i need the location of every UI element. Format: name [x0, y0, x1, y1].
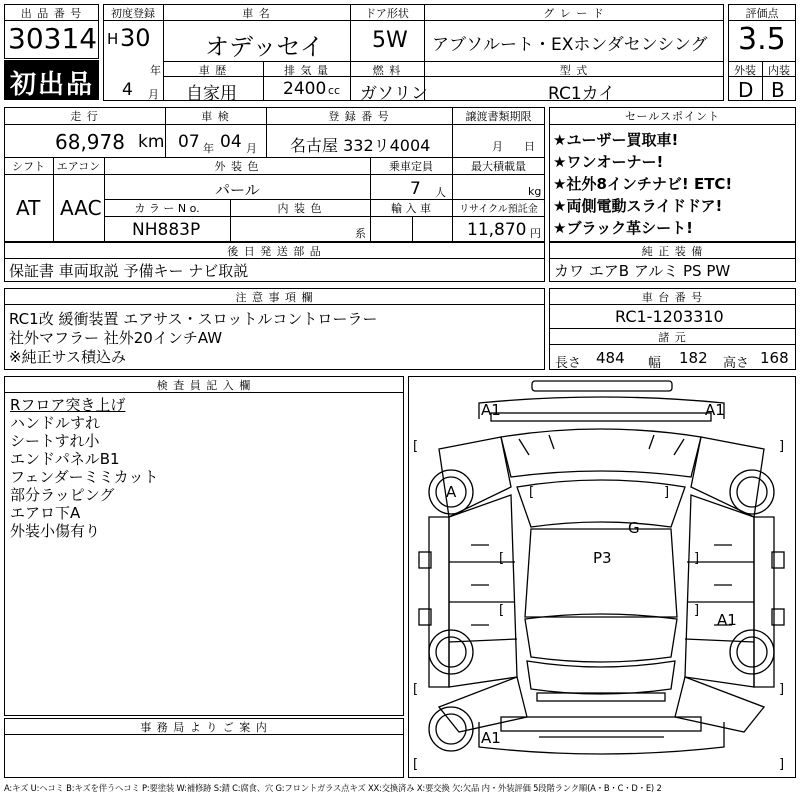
exterior-grade: D [738, 78, 754, 102]
note-line: RC1改 緩衝装置 エアサス・スロットルコントローラー [9, 310, 378, 328]
reg-year-unit: 年 [150, 64, 161, 77]
capacity-unit: 人 [435, 186, 446, 199]
selling-point: ★両側電動スライドドア! [553, 197, 723, 215]
inspection-month: 04 [220, 132, 242, 152]
reg-month-unit: 月 [148, 88, 159, 101]
selling-point: ★ユーザー買取車! [553, 131, 679, 149]
recycle-amount: 11,870 [467, 220, 527, 240]
lot-number-label: 出 品 番 号 [20, 7, 83, 20]
lot-number: 30314 [8, 22, 98, 55]
transfer-label: 譲渡書類期限 [465, 110, 532, 123]
color-no: NH883P [132, 220, 201, 240]
history: 自家用 [186, 84, 237, 104]
length: 484 [596, 349, 625, 367]
selling-points-label: セールスポイント [624, 110, 720, 123]
capacity: 7 [410, 179, 421, 199]
mark-a-left-tire: A [446, 483, 457, 501]
ext-color-label: 外 装 色 [214, 160, 260, 173]
interior-grade: B [771, 78, 785, 102]
bracket: [ [499, 551, 505, 566]
ext-color: パール [215, 181, 260, 199]
ac: AAC [60, 196, 102, 220]
chassis-number: RC1-1203310 [615, 307, 724, 326]
grade-label: グ レ ー ド [543, 7, 605, 20]
inspection-year-unit: 年 [203, 142, 214, 155]
car-name: オデッセイ [205, 33, 324, 61]
int-color-unit: 系 [355, 227, 366, 240]
height-label: 高さ [723, 356, 750, 371]
model: RC1カイ [548, 84, 616, 104]
bracket: [ [413, 439, 419, 454]
office-label: 事 務 局 よ り ご 案 内 [140, 721, 268, 734]
model-label: 型 式 [559, 64, 589, 77]
grade: アブソルート・EXホンダセンシング [432, 35, 708, 55]
genuine-equipment-label: 純 正 装 備 [641, 245, 704, 258]
bracket: [ [499, 603, 505, 618]
width: 182 [679, 349, 708, 367]
ac-label: エアコン [56, 160, 101, 173]
length-label: 長さ [555, 356, 582, 371]
first-listing-text: 初出品 [10, 70, 95, 100]
shift: AT [16, 196, 41, 220]
car-diagram [408, 376, 796, 778]
recycle-label: リサイクル預託金 [459, 204, 538, 215]
inspection-year: 07 [178, 132, 200, 152]
inspector-line: シートすれ小 [10, 432, 100, 450]
mark-a1-front-left: A1 [481, 401, 501, 419]
color-no-label: カ ラ ー N o. [134, 202, 200, 215]
bracket: [ [413, 682, 419, 697]
load-label: 最大積載量 [471, 160, 526, 173]
fuel-label: 燃 料 [372, 64, 402, 77]
mark-a1-front-right: A1 [705, 401, 725, 419]
selling-point: ★ワンオーナー! [553, 153, 664, 171]
displacement-label: 排 気 量 [284, 64, 329, 77]
inspector-line: エアロ下A [10, 504, 81, 522]
inspector-label: 検 査 員 記 入 欄 [156, 379, 252, 392]
bracket: [ [529, 485, 535, 500]
plate-label: 登 録 番 号 [328, 110, 390, 123]
mark-a1-rear-left: A1 [481, 729, 501, 747]
inspector-line: Rフロア突き上げ [10, 396, 126, 414]
specs-label: 諸 元 [658, 331, 687, 344]
car-outline [409, 377, 794, 776]
bracket: ] [664, 485, 670, 500]
height: 168 [760, 349, 789, 367]
selling-point: ★ブラック革シート! [553, 219, 693, 237]
bracket: ] [779, 682, 785, 697]
width-label: 幅 [648, 356, 662, 371]
bracket: ] [694, 551, 700, 566]
interior-label: 内装 [768, 64, 790, 77]
genuine-equipment: カワ エアB アルミ PS PW [554, 262, 731, 280]
inspection-month-unit: 月 [246, 142, 257, 155]
capacity-label: 乗車定員 [389, 160, 433, 173]
mark-p3-roof: P3 [593, 549, 612, 567]
note-line: ※純正サス積込み [9, 348, 126, 366]
plate: 名古屋 332リ4004 [290, 136, 431, 155]
load-unit: kg [528, 185, 542, 198]
inspector-line: ハンドルすれ [10, 414, 101, 432]
selling-point: ★社外8インチナビ! ETC! [553, 175, 733, 193]
mileage: 68,978 [55, 130, 125, 154]
door-label: ドア形状 [365, 7, 409, 20]
inspection-label: 車 検 [201, 110, 230, 123]
note-line: 社外マフラー 社外20インチAW [9, 329, 223, 347]
bracket: [ [413, 757, 419, 772]
transfer-month-unit: 月 [492, 140, 503, 153]
door-type: 5W [372, 28, 408, 53]
mark-a1-right-rear: A1 [717, 611, 737, 629]
chassis-label: 車 台 番 号 [641, 291, 704, 304]
score: 3.5 [738, 22, 786, 57]
inspector-line: 部分ラッピング [10, 486, 115, 504]
history-label: 車 歴 [198, 64, 228, 77]
legend: A:キズ U:ヘコミ B:キズを伴うヘコミ P:要塗装 W:補修跡 S:錆 C:腐食、穴 G:フロントガラス点キズ XX:交換済み X:要交換 欠:欠品 内・外装評価 5段階ランク順(A・B・C・D・E) 2 [4, 783, 662, 793]
bracket: ] [779, 757, 785, 772]
era: H [107, 30, 119, 48]
notes-label: 注 意 事 項 欄 [235, 291, 314, 304]
mileage-unit: km [138, 132, 165, 152]
fuel: ガソリン [360, 84, 428, 104]
first-reg-label: 初度登録 [111, 7, 155, 20]
inspector-line: エンドパネルB1 [10, 450, 120, 468]
mileage-label: 走 行 [70, 110, 99, 123]
car-name-label: 車 名 [242, 7, 271, 20]
inspector-line: 外装小傷有り [10, 522, 101, 540]
int-color-label: 内 装 色 [277, 202, 323, 215]
recycle-unit: 円 [530, 227, 541, 240]
displacement: 2400 [283, 79, 327, 99]
mark-g-roof: G [628, 519, 640, 537]
shift-label: シフト [12, 160, 45, 173]
import-label: 輸 入 車 [391, 202, 431, 215]
later-parts-label: 後 日 発 送 部 品 [227, 245, 322, 258]
reg-month: 4 [122, 80, 133, 100]
displacement-unit: cc [328, 84, 341, 97]
transfer-day-unit: 日 [524, 140, 535, 153]
inspector-line: フェンダーミミカット [10, 468, 159, 486]
reg-year: 30 [120, 24, 151, 52]
bracket: ] [779, 439, 785, 454]
score-label: 評価点 [745, 7, 779, 20]
bracket: ] [694, 603, 700, 618]
later-parts: 保証書 車両取説 予備キー ナビ取説 [9, 262, 249, 280]
exterior-label: 外装 [734, 64, 756, 77]
